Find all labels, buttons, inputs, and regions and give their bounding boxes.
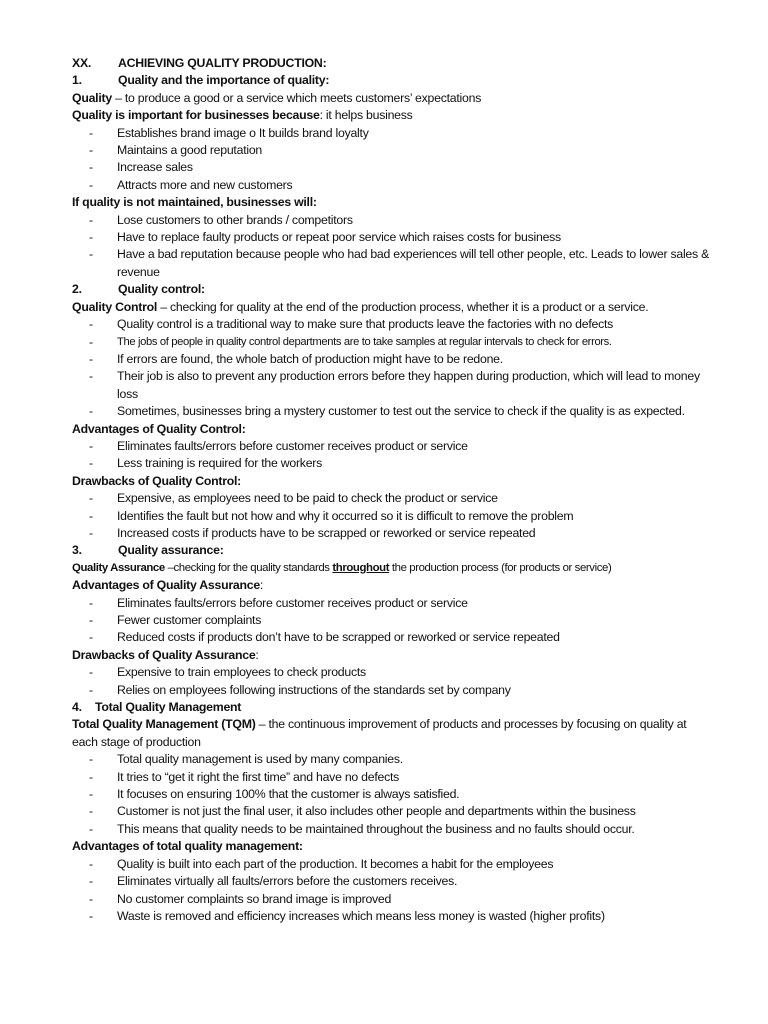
qc-advantages-list (72, 438, 712, 473)
section-3-heading (72, 542, 712, 559)
list-item (89, 786, 712, 803)
qc-drawbacks-list (72, 490, 712, 542)
list-item-text: If errors are found, the whole batch of production might have to be redone. (117, 351, 503, 366)
list-item-text: Waste is removed and efficiency increases which means less money is wasted (higher profits) (117, 908, 605, 923)
list-item-text: Expensive, as employees need to be paid to check the product or service (117, 491, 498, 506)
subheading: If quality is not maintained, businesses will: (72, 195, 317, 210)
bullet-dash: - (89, 821, 93, 836)
subheading (72, 647, 712, 664)
list-item-text: Less training is required for the workers (117, 456, 323, 471)
document-title (72, 55, 712, 72)
bullet-dash: - (89, 456, 93, 471)
list-item-text: Quality is built into each part of the production. It becomes a habit for the employees (117, 856, 554, 871)
importance-line (72, 107, 712, 124)
list-item-text: Establishes brand image o It builds brand loyalty (117, 125, 369, 140)
bullet-dash: - (89, 787, 93, 802)
bullet-dash: - (89, 351, 93, 366)
bullet-dash: - (89, 856, 93, 871)
definition-text: – the continuous improvement of products and processes by focusing on quality at each stage of production (72, 717, 687, 749)
list-item-text: It focuses on ensuring 100% that the customer is always satisfied. (117, 787, 460, 802)
bullet-dash: - (89, 682, 93, 697)
list-item (89, 490, 712, 507)
list-item-text: Relies on employees following instructions of the standards set by company (117, 682, 511, 697)
list-item-text: Fewer customer complaints (117, 613, 262, 627)
list-item (89, 246, 712, 281)
list-item (89, 403, 712, 420)
bullet-dash: - (89, 369, 93, 384)
section-number: 1. (72, 73, 82, 88)
list-item-text: It tries to “get it right the first time” and have no defects (117, 769, 400, 784)
section-number: 4. (72, 700, 82, 715)
definition-text: – checking for quality at the end of the production process, whether it is a product or a service. (157, 299, 649, 314)
list-item (89, 212, 712, 229)
bullet-dash: - (89, 508, 93, 523)
list-item (89, 873, 712, 890)
list-item-text: Total quality management is used by many companies. (117, 752, 403, 767)
list-item-text: Eliminates faults/errors before customer receives product or service (117, 595, 468, 610)
bullet-dash: - (89, 752, 93, 767)
list-item-text: Maintains a good reputation (117, 143, 263, 158)
list-item-text: Sometimes, businesses bring a mystery customer to test out the service to check if the quality is as expected. (117, 404, 685, 419)
list-item (89, 891, 712, 908)
colon: : (255, 647, 259, 662)
bullet-dash: - (89, 177, 93, 192)
list-item (89, 177, 712, 194)
list-item-text: Increased costs if products have to be scrapped or reworked or service repeated (117, 525, 536, 540)
subheading: Quality is important for businesses because (72, 108, 320, 123)
section-title: Quality assurance: (118, 543, 224, 558)
title-text: ACHIEVING QUALITY PRODUCTION: (118, 56, 327, 70)
list-item-text: Eliminates virtually all faults/errors before the customers receives. (117, 874, 458, 889)
list-item (89, 125, 712, 142)
term: Quality Control (72, 299, 158, 314)
list-item (89, 769, 712, 786)
bullet-dash: - (89, 630, 93, 645)
definition-text: the production process (for products or service) (389, 561, 612, 574)
bullet-dash: - (89, 804, 93, 819)
list-item (89, 682, 712, 699)
section-2-heading (72, 281, 712, 298)
list-item (89, 751, 712, 768)
emphasis: throughout (332, 561, 390, 574)
section-4-heading (72, 699, 712, 716)
list-item (89, 821, 712, 838)
list-item-text: Their job is also to prevent any production errors before they happen during production, which will lead to money loss (117, 369, 700, 401)
tqm-definition (72, 716, 712, 751)
list-item (89, 334, 712, 351)
title-number: XX. (72, 56, 92, 70)
bullet-dash: - (89, 908, 93, 923)
list-item (89, 595, 712, 612)
list-item-text: Customer is not just the final user, it also includes other people and departments within the business (117, 804, 636, 819)
definition-text: –checking for the quality standards (164, 561, 333, 574)
list-item (89, 856, 712, 873)
list-item (89, 368, 712, 403)
quality-control-definition (72, 299, 712, 316)
section-1-heading (72, 72, 712, 89)
section-number: 3. (72, 543, 82, 558)
list-item-text: Attracts more and new customers (117, 177, 293, 192)
list-item (89, 438, 712, 455)
consequences-list (72, 212, 712, 282)
subheading-label: Drawbacks of Quality Assurance (72, 647, 256, 662)
section-title: Total Quality Management (95, 700, 242, 715)
list-item-text: Have a bad reputation because people who had bad experiences will tell other people, etc. Leads to lower sales & revenue (117, 247, 710, 279)
section-title: Quality and the importance of quality: (118, 73, 330, 88)
bullet-dash: - (89, 665, 93, 680)
bullet-dash: - (89, 491, 93, 506)
subheading: Advantages of Quality Control: (72, 421, 246, 436)
quality-assurance-definition (72, 560, 712, 577)
list-item (89, 351, 712, 368)
bullet-dash: - (89, 613, 93, 627)
list-item-text: Lose customers to other brands / competitors (117, 212, 353, 227)
list-item-text: Reduced costs if products don’t have to be scrapped or reworked or service repeated (117, 630, 560, 645)
qa-advantages-list (72, 595, 712, 647)
tqm-advantages-list (72, 856, 712, 926)
list-item-text: Eliminates faults/errors before customer receives product or service (117, 438, 468, 453)
tqm-list (72, 751, 712, 838)
qa-drawbacks-list (72, 664, 712, 699)
list-item-text: Expensive to train employees to check products (117, 665, 366, 680)
bullet-dash: - (89, 334, 93, 349)
quality-control-list (72, 316, 712, 420)
list-item (89, 664, 712, 681)
list-item (89, 612, 712, 629)
bullet-dash: - (89, 160, 93, 175)
bullet-dash: - (89, 404, 93, 419)
list-item (89, 455, 712, 472)
list-item (89, 229, 712, 246)
term: Quality Assurance (72, 561, 165, 574)
colon: : (259, 578, 264, 593)
list-item-text: Increase sales (117, 160, 193, 175)
list-item (89, 142, 712, 159)
bullet-dash: - (89, 874, 93, 889)
bullet-dash: - (89, 143, 93, 158)
list-item-text: Have to replace faulty products or repeat poor service which raises costs for business (117, 230, 561, 245)
list-item (89, 525, 712, 542)
bullet-dash: - (89, 230, 93, 245)
list-item (89, 159, 712, 176)
section-title: Quality control: (118, 282, 205, 297)
list-item (89, 316, 712, 333)
list-item-text: No customer complaints so brand image is improved (117, 891, 392, 906)
document-page (72, 55, 712, 925)
definition-text: – to produce a good or a service which meets customers’ expectations (111, 90, 482, 105)
bullet-dash: - (89, 247, 93, 262)
bullet-dash: - (89, 525, 93, 540)
subheading-label: Advantages of Quality Assurance (72, 578, 260, 593)
bullet-dash: - (89, 212, 93, 227)
list-item (89, 908, 712, 925)
term: Total Quality Management (TQM) (72, 717, 256, 732)
list-item (89, 803, 712, 820)
list-item-text: The jobs of people in quality control departments are to take samples at regular intervals to check for errors. (117, 335, 612, 348)
subheading (72, 577, 712, 594)
list-item-text: Quality control is a traditional way to make sure that products leave the factories with no defects (117, 317, 614, 332)
bullet-dash: - (89, 125, 93, 140)
list-item-text: This means that quality needs to be maintained throughout the business and no faults should occur. (117, 821, 635, 836)
list-item (89, 629, 712, 646)
list-item-text: Identifies the fault but not how and why it occurred so it is difficult to remove the problem (117, 508, 574, 523)
subheading: Advantages of total quality management: (72, 839, 303, 854)
bullet-dash: - (89, 891, 93, 906)
list-item (89, 508, 712, 525)
quality-definition (72, 90, 712, 107)
bullet-dash: - (89, 595, 93, 610)
subheading: Drawbacks of Quality Control: (72, 473, 242, 488)
bullet-dash: - (89, 317, 93, 332)
section-number: 2. (72, 282, 82, 297)
importance-list (72, 125, 712, 195)
bullet-dash: - (89, 769, 93, 784)
subheading-text: : it helps business (319, 108, 413, 123)
term: Quality (72, 90, 112, 105)
bullet-dash: - (89, 438, 93, 453)
